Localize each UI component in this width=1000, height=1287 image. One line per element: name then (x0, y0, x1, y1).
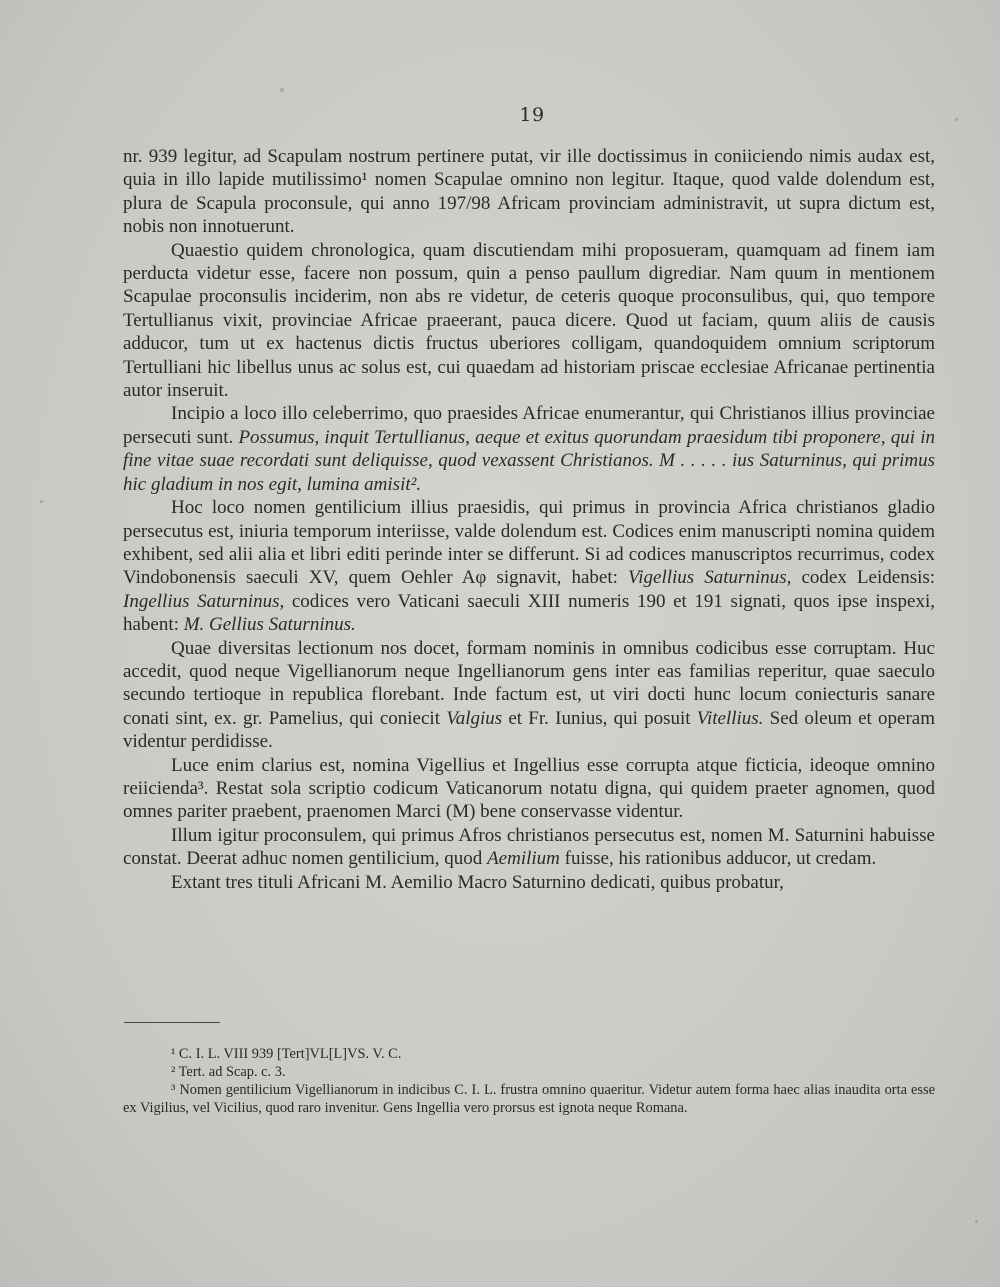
footnote-1: ¹ C. I. L. VIII 939 [Tert]VL[L]VS. V. C. (171, 1046, 402, 1062)
paragraph-4-text: Hoc loco nomen gentilicium illius praesidis, qui primus in provincia Africa christianos gladio persecutus est, iniuria temporum interiisse, valde dolendum est. Codices enim manuscripti nomina quidem exhibent, sed alii alia et libri editi perinde inter se differunt. Si ad codices manuscriptos recurrimus, codex Vindobonensis saeculi XV, quem Oehler Aφ signavit, habet: (123, 497, 935, 589)
reading-vigellius: Vigellius Saturninus, (628, 567, 792, 589)
paragraph-7 (123, 824, 935, 871)
paragraph-7-text: Illum igitur proconsulem, qui primus Afros christianos persecutus est, nomen M. Saturnini habuisse constat. Deerat adhuc nomen gentilicium, quod (123, 824, 935, 870)
paragraph-5-text: Quae diversitas lectionum nos docet, formam nominis in omnibus codicibus esse corruptam. Huc accedit, quod neque Vigellianorum neque Ingellianorum gens inter eas familias reperitur, quae saeculo secundo tertioque in republica florebant. Inde factum est, ut viri docti hunc locum coniecturis sanare conati sint, ex. gr. Pamelius, qui coniecit (123, 637, 935, 729)
page-number: 19 (519, 104, 545, 126)
footnote-3: ³ Nomen gentilicium Vigellianorum in indicibus C. I. L. frustra omnino quaeritur. Videtur autem forma haec alias inaudita orta esse ex Vigilius, vel Vicilius, quod raro invenitur. Gens Ingellia vero prorsus est ignota neque Romana. (123, 1082, 935, 1116)
name-aemilium: Aemilium (487, 848, 560, 870)
paragraph-5-end: Sed oleum et operam videntur perdidisse. (123, 707, 935, 753)
conjecture-vitellius: Vitellius. (696, 707, 764, 729)
reading-gellius: M. Gellius Saturninus. (183, 614, 356, 636)
paragraph-5-iunius: et Fr. Iunius, qui posuit (508, 707, 691, 729)
paper-speck (955, 118, 958, 121)
footnotes (123, 1045, 935, 1117)
paper-speck (40, 500, 43, 503)
paper-speck (280, 88, 284, 92)
paragraph-6: Luce enim clarius est, nomina Vigellius et Ingellius esse corrupta atque ficticia, ideoque omnino reiicienda³. Restat sola scriptio codicum Vaticanorum notatu digna, qui quidem praeter agnomen, quod omnes pariter praebent, praenomen Marci (M) bene conservasse videntur. (123, 754, 935, 823)
paragraph-1: nr. 939 legitur, ad Scapulam nostrum pertinere putat, vir ille doctissimus in coniiciendo nimis audax est, quia in illo lapide mutilissimo¹ nomen Scapulae omnino non legitur. Itaque, quod valde dolendum est, plura de Scapula proconsule, qui anno 197/98 Africam provinciam administravit, ut supra dictum est, nobis non innotuerunt. (123, 146, 935, 238)
paragraph-7-end: fuisse, his rationibus adducor, ut credam. (564, 848, 877, 870)
codex-leidensis-label: codex Leidensis: (801, 567, 936, 589)
tertullian-quote: Possumus, inquit Tertullianus, aeque et exitus quorundam praesidum tibi proponere, qui in fine vitae suae recordati sunt deliquisse, quod vexassent Christianos. M . . . . . ius Saturninus, qui primus hic gladium in nos egit, lumina amisit². (123, 426, 935, 495)
conjecture-valgius: Valgius (446, 707, 503, 729)
paragraph-5 (123, 637, 935, 754)
paper-speck (975, 1220, 978, 1223)
paragraph-3 (123, 402, 935, 496)
paragraph-8: Extant tres tituli Africani M. Aemilio Macro Saturnino dedicati, quibus probatur, (171, 871, 784, 893)
body-text (123, 145, 935, 894)
footnote-2: ² Tert. ad Scap. c. 3. (171, 1064, 286, 1080)
paragraph-3-text: Incipio a loco illo celeberrimo, quo praesides Africae enumerantur, qui Christianos illius provinciae persecuti sunt. (123, 403, 935, 448)
footnote-divider (124, 1022, 220, 1023)
reading-ingellius: Ingellius Saturninus, (123, 590, 285, 612)
codices-vaticani-text: codices vero Vaticani saeculi XIII numeris 190 et 191 signati, quos ipse inspexi, habent: (123, 590, 935, 636)
paragraph-2: Quaestio quidem chronologica, quam discutiendam mihi proposueram, quamquam ad finem iam perducta videtur esse, facere non possum, quin a penso paullum digrediar. Nam quum in mentionem Scapulae proconsulis inciderim, non abs re videtur, de ceteris quoque proconsulibus, qui, quo tempore Tertullianus vixit, provinciae Africae praeerant, pauca dicere. Quod ut faciam, quum aliis de causis adducor, tum ut ex hactenus dictis fructus uberiores colligam, quandoquidem omnium scriptorum Tertulliani hic libellus unus ac solus est, cui quaedam ad historiam priscae ecclesiae Africanae pertinentia autor inseruit. (123, 239, 935, 402)
paragraph-4 (123, 496, 935, 636)
